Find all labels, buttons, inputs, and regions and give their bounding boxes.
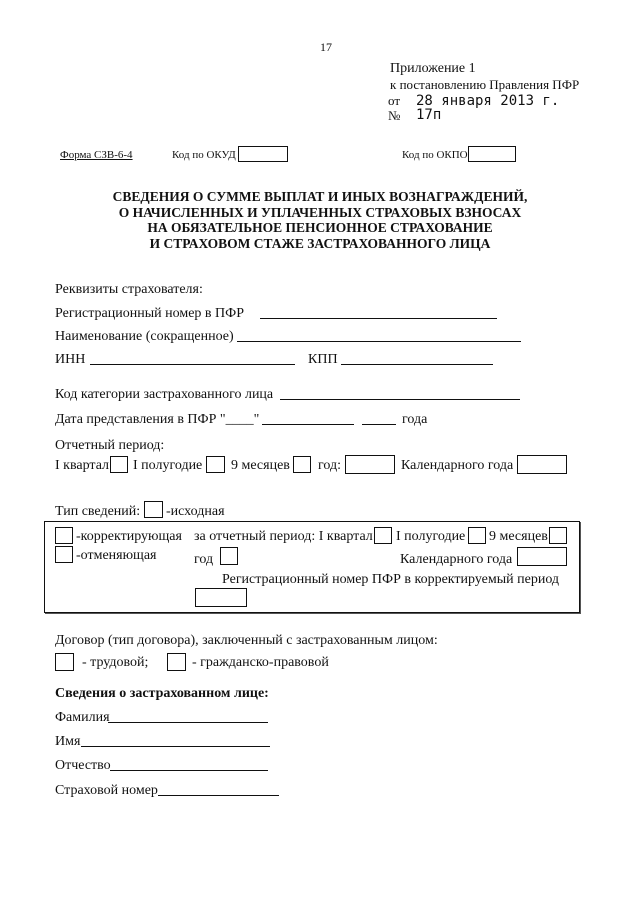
first-name-label: Имя (55, 734, 81, 749)
period-9m-label: 9 месяцев (231, 458, 290, 473)
corr-year-label: год (194, 552, 214, 567)
insurer-heading: Реквизиты страхователя: (55, 282, 203, 297)
corr-h1-label: I полугодие (396, 529, 466, 544)
first-name-field[interactable] (81, 746, 270, 747)
submit-year-suffix: года (402, 412, 428, 427)
period-q1-label: I квартал (55, 458, 110, 473)
period-year-input[interactable] (345, 455, 395, 474)
info-type-original-checkbox[interactable] (144, 501, 163, 518)
page-number: 17 (320, 40, 332, 54)
insurer-name-field[interactable] (237, 341, 521, 342)
patronymic-field[interactable] (110, 770, 268, 771)
submit-year-field[interactable] (362, 424, 396, 425)
corr-h1-checkbox[interactable] (468, 527, 486, 544)
submit-month-field[interactable] (262, 424, 354, 425)
period-calyear-input[interactable] (517, 455, 567, 474)
insurer-name-label: Наименование (сокращенное) (55, 329, 234, 344)
person-heading: Сведения о застрахованном лице: (55, 686, 269, 701)
okpo-label: Код по ОКПО (402, 149, 468, 161)
title-line-2: О НАЧИСЛЕННЫХ И УПЛАЧЕННЫХ СТРАХОВЫХ ВЗНОСАХ (118, 205, 522, 220)
kpp-label: КПП (308, 352, 338, 367)
period-h1-checkbox[interactable] (206, 456, 225, 473)
corr-year-input[interactable] (220, 547, 238, 565)
corrective-label: -корректирующая (76, 529, 182, 544)
appendix-line2: к постановлению Правления ПФР (390, 77, 580, 92)
info-type-original-label: -исходная (166, 504, 225, 519)
category-label: Код категории застрахованного лица (55, 387, 274, 402)
appendix-num-prefix: № (388, 108, 401, 123)
contract-labor-checkbox[interactable] (55, 653, 74, 671)
contract-heading: Договор (тип договора), заключенный с застрахованным лицом: (55, 633, 438, 648)
corr-calyear-label: Календарного года (400, 552, 513, 567)
cancel-checkbox[interactable] (55, 546, 73, 563)
submit-date-label: Дата представления в ПФР "____" (55, 412, 260, 427)
appendix-date: 28 января 2013 г. (416, 93, 560, 109)
inn-label: ИНН (55, 352, 86, 367)
kpp-field[interactable] (341, 364, 493, 365)
appendix-num: 17п (416, 107, 442, 123)
contract-labor-label: - трудовой; (82, 655, 149, 670)
form-code: Форма СЗВ-6-4 (60, 149, 133, 161)
inn-field[interactable] (90, 364, 295, 365)
reg-number-label: Регистрационный номер в ПФР (55, 306, 244, 321)
reg-number-field[interactable] (260, 318, 497, 319)
contract-civil-label: - гражданско-правовой (192, 655, 329, 670)
period-calyear-label: Календарного года (401, 458, 514, 473)
appendix-date-prefix: от (388, 93, 401, 108)
insurance-number-label: Страховой номер (55, 783, 158, 798)
corrective-checkbox[interactable] (55, 527, 73, 544)
insurance-number-field[interactable] (158, 795, 279, 796)
corr-reg-label: Регистрационный номер ПФР в корректируемый период (222, 572, 560, 587)
corr-9m-checkbox[interactable] (549, 527, 567, 544)
period-heading: Отчетный период: (55, 438, 165, 453)
corr-calyear-input[interactable] (517, 547, 567, 566)
contract-civil-checkbox[interactable] (167, 653, 186, 671)
okud-input[interactable] (238, 146, 288, 162)
period-q1-checkbox[interactable] (110, 456, 128, 473)
category-field[interactable] (280, 399, 520, 400)
corr-q1-checkbox[interactable] (374, 527, 392, 544)
period-h1-label: I полугодие (133, 458, 203, 473)
title-line-4: И СТРАХОВОМ СТАЖЕ ЗАСТРАХОВАННОГО ЛИЦА (149, 236, 491, 251)
corr-reg-input[interactable] (195, 588, 247, 607)
appendix-line1: Приложение 1 (390, 61, 476, 76)
okpo-input[interactable] (468, 146, 516, 162)
surname-field[interactable] (108, 722, 268, 723)
info-type-label: Тип сведений: (55, 504, 141, 519)
period-year-label: год: (318, 458, 342, 473)
period-9m-checkbox[interactable] (293, 456, 311, 473)
title-line-1: СВЕДЕНИЯ О СУММЕ ВЫПЛАТ И ИНЫХ ВОЗНАГРАЖДЕНИЙ, (112, 189, 528, 204)
surname-label: Фамилия (55, 710, 110, 725)
corr-period-label: за отчетный период: I квартал (194, 529, 373, 544)
corr-9m-label: 9 месяцев (489, 529, 548, 544)
title-line-3: НА ОБЯЗАТЕЛЬНОЕ ПЕНСИОННОЕ СТРАХОВАНИЕ (147, 220, 493, 235)
okud-label: Код по ОКУД (172, 149, 236, 161)
patronymic-label: Отчество (55, 758, 111, 773)
cancel-label: -отменяющая (76, 548, 157, 563)
